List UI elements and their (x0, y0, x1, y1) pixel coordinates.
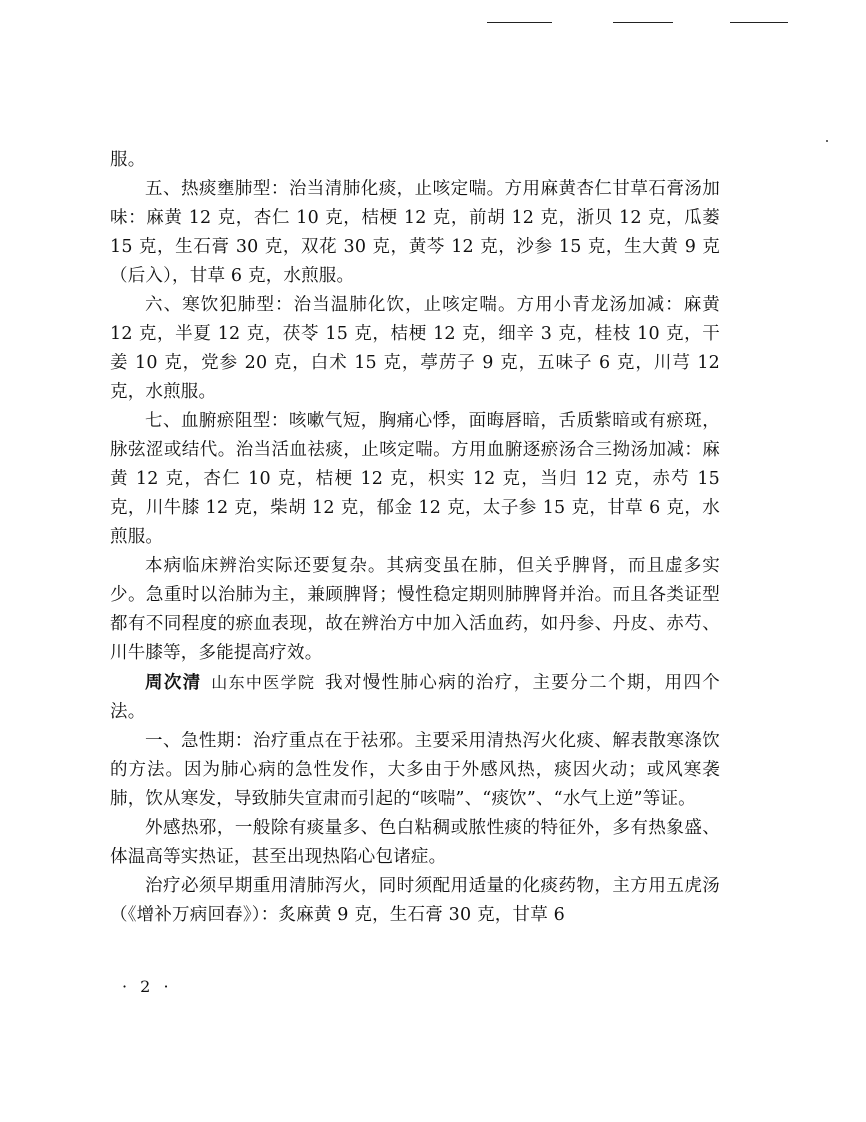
author-name: 周次清 (145, 673, 202, 693)
paragraph-heat-phlegm: 五、热痰壅肺型：治当清肺化痰，止咳定喘。方用麻黄杏仁甘草石膏汤加味：麻黄 12 克，杏仁 10 克，桔梗 12 克，前胡 12 克，浙贝 12 克，瓜蒌 15 克，生石膏 30 克，双花 30 克，黄芩 12 克，沙参 15 克，生大黄 9 克（后入），甘草 6 克，水煎服。 (110, 179, 720, 286)
header-rule-2 (613, 22, 673, 23)
author-institution: 山东中医学院 (211, 673, 316, 692)
paragraph-author (110, 668, 720, 727)
header-rule-1 (487, 22, 552, 23)
paragraph-cold-fluid: 六、寒饮犯肺型：治当温肺化饮，止咳定喘。方用小青龙汤加减：麻黄 12 克，半夏 12 克，茯苓 15 克，桔梗 12 克，细辛 3 克，桂枝 10 克，干姜 10 克，党参 20 克，白术 15 克，葶苈子 9 克，五味子 6 克，川芎 12 克，水煎服。 (110, 295, 720, 402)
paragraph-blood-stasis: 七、血腑瘀阻型：咳嗽气短，胸痛心悸，面晦唇暗，舌质紫暗或有瘀斑，脉弦涩或结代。治当活血祛痰，止咳定喘。方用血腑逐瘀汤合三拗汤加减：麻黄 12 克，杏仁 10 克，桔梗 12 克，枳实 12 克，当归 12 克，赤芍 15 克，川牛膝 12 克，柴胡 12 克，郁金 12 克，太子参 15 克，甘草 6 克，水煎服。 (110, 411, 720, 547)
margin-speck (826, 140, 828, 142)
paragraph-summary: 本病临床辨治实际还要复杂。其病变虽在肺，但关乎脾肾，而且虚多实少。急重时以治肺为主，兼顾脾肾；慢性稳定期则肺脾肾并治。而且各类证型都有不同程度的瘀血表现，故在辨治方中加入活血药，如丹参、丹皮、赤芍、川牛膝等，多能提高疗效。 (110, 556, 720, 663)
page-number: · 2 · (122, 977, 173, 996)
header-rule-3 (730, 22, 788, 23)
paragraph-external-heat: 外感热邪，一般除有痰量多、色白粘稠或脓性痰的特征外，多有热象盛、体温高等实热证，甚至出现热陷心包诸症。 (110, 818, 720, 867)
paragraph-continuation: 服。 (110, 150, 146, 170)
paragraph-acute-phase: 一、急性期：治疗重点在于祛邪。主要采用清热泻火化痰、解表散寒涤饮的方法。因为肺心病的急性发作，大多由于外感风热，痰因火动；或风寒袭肺，饮从寒发，导致肺失宣肃而引起的“咳喘”、“痰饮”、“水气上逆”等证。 (110, 731, 720, 809)
paragraph-treatment: 治疗必须早期重用清肺泻火，同时须配用适量的化痰药物，主方用五虎汤（《增补万病回春》）：炙麻黄 9 克，生石膏 30 克，甘草 6 (110, 876, 720, 925)
page-body (110, 146, 720, 930)
author-intro-text: 我对慢性肺心病的治疗，主要分二个期，用四个法。 (110, 673, 721, 722)
